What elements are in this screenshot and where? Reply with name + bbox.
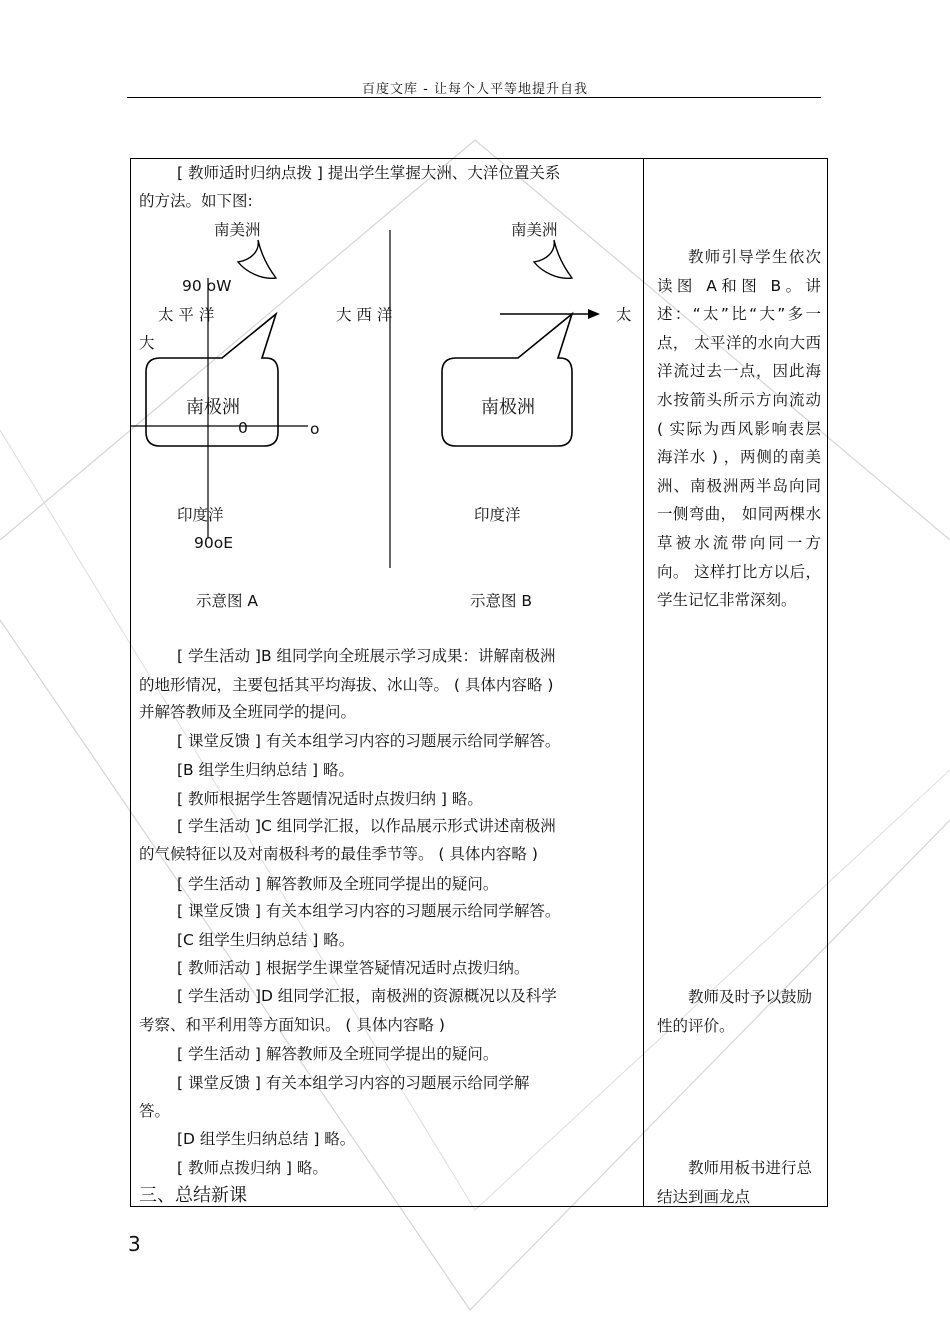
diagram-a-90w-label: 90 oW [182, 277, 232, 295]
lesson-line: 的气候特征以及对南极科考的最佳季节等。 ( 具体内容略 ) [139, 845, 538, 863]
diagram-a-atlantic-label: 大 西 洋 [336, 306, 393, 324]
lesson-line: [C 组学生归纳总结 ] 略。 [177, 931, 355, 949]
right-note-reading: 教师引导学生依次读图 A和图 B。讲述：“太”比“大”多一点， 太平洋的水向大西洋流过去一点，因此海水按箭头所示方向流动 ( 实际为西风影响表层海洋水 ) ，两侧的南美洲、南极洲两半岛向同一侧弯曲， 如同两棵水草被水流带向同一方向。 这样打比方以后， 学生记忆非常深刻。 [657, 248, 821, 610]
diagram-a-antarctica-label: 南极洲 [186, 397, 240, 418]
intro-line-2: 的方法。如下图: [139, 192, 253, 210]
lesson-line: 的地形情况，主要包括其平均海拔、冰山等。 ( 具体内容略 ) [139, 676, 554, 694]
lesson-line: [ 学生活动 ]D 组同学汇报，南极洲的资源概况以及科学 [177, 987, 557, 1005]
diagram-a-o-label: o [310, 420, 320, 438]
diagram-a-south-america-label: 南美洲 [214, 221, 261, 239]
right-note-summary: 教师用板书进行总结达到画龙点 [657, 1159, 813, 1206]
lesson-line: [ 学生活动 ] 解答教师及全班同学提出的疑问。 [177, 875, 499, 893]
diagram-a-caption: 示意图 A [196, 592, 259, 610]
diagram-b-antarctica-label: 南极洲 [481, 397, 535, 418]
lesson-line: [ 学生活动 ]B 组同学向全班展示学习成果：讲解南极洲 [177, 647, 556, 665]
diagram-b-antarctica-shape [442, 314, 572, 446]
lesson-line: [ 教师点拨归纳 ] 略。 [177, 1159, 328, 1177]
lesson-line: [D 组学生归纳总结 ] 略。 [177, 1130, 356, 1148]
diagram-a-da-label: 大 [139, 334, 155, 352]
lesson-line: 并解答教师及全班同学的提问。 [139, 703, 357, 721]
diagram-b-tai-label: 太 [616, 306, 632, 324]
diagram-b-south-america-label: 南美洲 [511, 221, 558, 239]
lesson-line: 考察、和平利用等方面知识。 ( 具体内容略 ) [139, 1016, 445, 1034]
intro-line-1: [ 教师适时归纳点拨 ] 提出学生掌握大洲、大洋位置关系 [177, 164, 561, 182]
lesson-line: 答。 [139, 1102, 171, 1120]
diagram-a-pacific-label: 太 平 洋 [158, 306, 215, 324]
diagram-b-caption: 示意图 B [470, 592, 533, 610]
lesson-line: [ 课堂反馈 ] 有关本组学习内容的习题展示给同学解答。 [177, 732, 561, 750]
lesson-line: [ 学生活动 ]C 组同学汇报，以作品展示形式讲述南极洲 [177, 817, 556, 835]
diagram-a-zero-label: 0 [238, 419, 248, 437]
right-note-evaluation: 教师及时予以鼓励性的评价。 [657, 988, 813, 1035]
diagram-b-arrowhead [588, 309, 600, 319]
lesson-line: [ 教师根据学生答题情况适时点拨归纳 ] 略。 [177, 790, 483, 808]
page-header: 百度文库 - 让每个人平等地提升自我 [362, 82, 588, 97]
diagram-b-indian-label: 印度洋 [474, 506, 521, 524]
lesson-line: [ 教师活动 ] 根据学生课堂答疑情况适时点拨归纳。 [177, 959, 530, 977]
lesson-line: [B 组学生归纳总结 ] 略。 [177, 761, 355, 779]
diagram-a-indian-label: 印度洋 [177, 506, 224, 524]
diagram-b-south-america-shape [534, 240, 572, 278]
lesson-line: [ 课堂反馈 ] 有关本组学习内容的习题展示给同学解 [177, 1074, 530, 1092]
section-heading: 三、总结新课 [139, 1185, 247, 1206]
lesson-line: [ 学生活动 ] 解答教师及全班同学提出的疑问。 [177, 1045, 499, 1063]
lesson-line: [ 课堂反馈 ] 有关本组学习内容的习题展示给同学解答。 [177, 902, 561, 920]
page-number: 3 [128, 1232, 141, 1256]
diagram-a-90e-label: 90oE [194, 534, 233, 552]
diagram-a-south-america-shape [238, 240, 276, 278]
